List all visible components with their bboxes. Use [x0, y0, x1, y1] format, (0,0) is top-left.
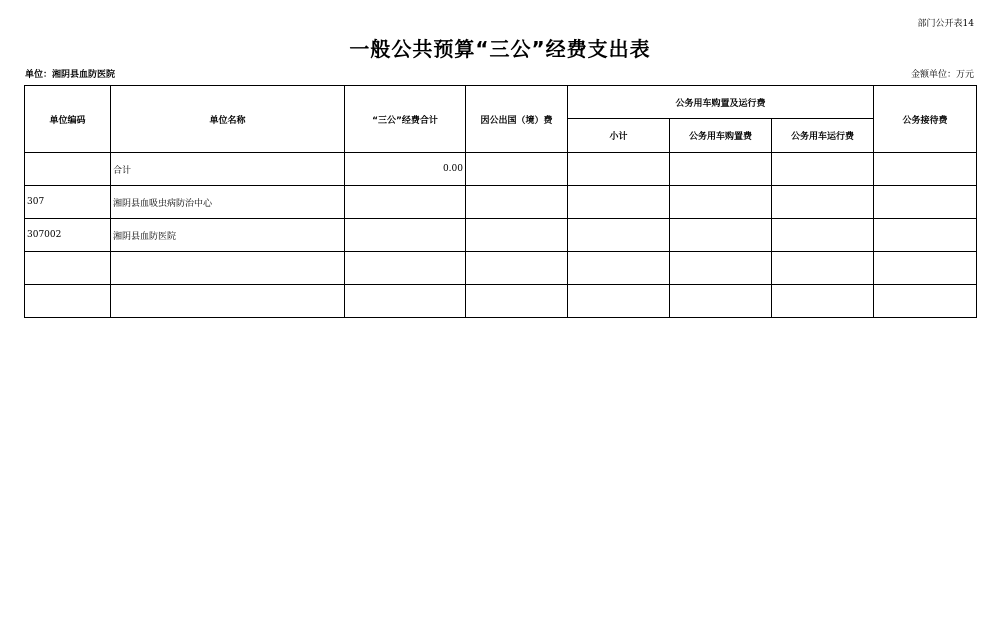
cell-code: 307	[25, 186, 111, 219]
cell-subtotal	[568, 153, 670, 186]
cell-name: 合计	[111, 153, 345, 186]
cell-operation	[772, 153, 874, 186]
table-row	[25, 219, 977, 252]
cell-reception	[874, 153, 977, 186]
page-title: 一般公共预算“三公”经费支出表	[349, 37, 651, 61]
cell-overseas	[466, 186, 568, 219]
cell-name	[111, 252, 345, 285]
cell-purchase	[670, 186, 772, 219]
amount-unit: 金额单位：万元	[910, 70, 974, 80]
form-number: 部门公开表14	[917, 19, 974, 29]
cell-total	[345, 285, 466, 318]
cell-code	[25, 153, 111, 186]
header-reception: 公务接待费	[874, 86, 977, 153]
table-row	[25, 252, 977, 285]
header-row-1	[25, 86, 977, 119]
header-subtotal: 小计	[568, 119, 670, 153]
header-sangong-total: “三公”经费合计	[345, 86, 466, 153]
cell-subtotal	[568, 219, 670, 252]
header-overseas: 因公出国（境）费	[466, 86, 568, 153]
header-unit-name: 单位名称	[111, 86, 345, 153]
header-unit-code: 单位编码	[25, 86, 111, 153]
cell-subtotal	[568, 252, 670, 285]
cell-overseas	[466, 285, 568, 318]
sangong-expenditure-table	[24, 85, 977, 318]
cell-overseas	[466, 252, 568, 285]
cell-purchase	[670, 285, 772, 318]
cell-total	[345, 252, 466, 285]
cell-overseas	[466, 153, 568, 186]
cell-purchase	[670, 153, 772, 186]
cell-operation	[772, 252, 874, 285]
cell-reception	[874, 252, 977, 285]
cell-subtotal	[568, 186, 670, 219]
cell-operation	[772, 186, 874, 219]
table-row	[25, 285, 977, 318]
cell-code	[25, 285, 111, 318]
table-row	[25, 153, 977, 186]
cell-code	[25, 252, 111, 285]
cell-name	[111, 285, 345, 318]
header-vehicle-operation: 公务用车运行费	[772, 119, 874, 153]
cell-name: 湘阴县血吸虫病防治中心	[111, 186, 345, 219]
cell-reception	[874, 285, 977, 318]
header-vehicle-purchase: 公务用车购置费	[670, 119, 772, 153]
reporting-unit: 单位：湘阴县血防医院	[25, 70, 116, 80]
cell-code: 307002	[25, 219, 111, 252]
cell-total	[345, 219, 466, 252]
table-row	[25, 186, 977, 219]
cell-operation	[772, 285, 874, 318]
cell-purchase	[670, 252, 772, 285]
cell-operation	[772, 219, 874, 252]
cell-total: 0.00	[345, 153, 466, 186]
cell-name: 湘阴县血防医院	[111, 219, 345, 252]
cell-reception	[874, 186, 977, 219]
header-vehicle-group: 公务用车购置及运行费	[568, 86, 874, 119]
cell-reception	[874, 219, 977, 252]
cell-subtotal	[568, 285, 670, 318]
cell-purchase	[670, 219, 772, 252]
cell-total	[345, 186, 466, 219]
cell-overseas	[466, 219, 568, 252]
